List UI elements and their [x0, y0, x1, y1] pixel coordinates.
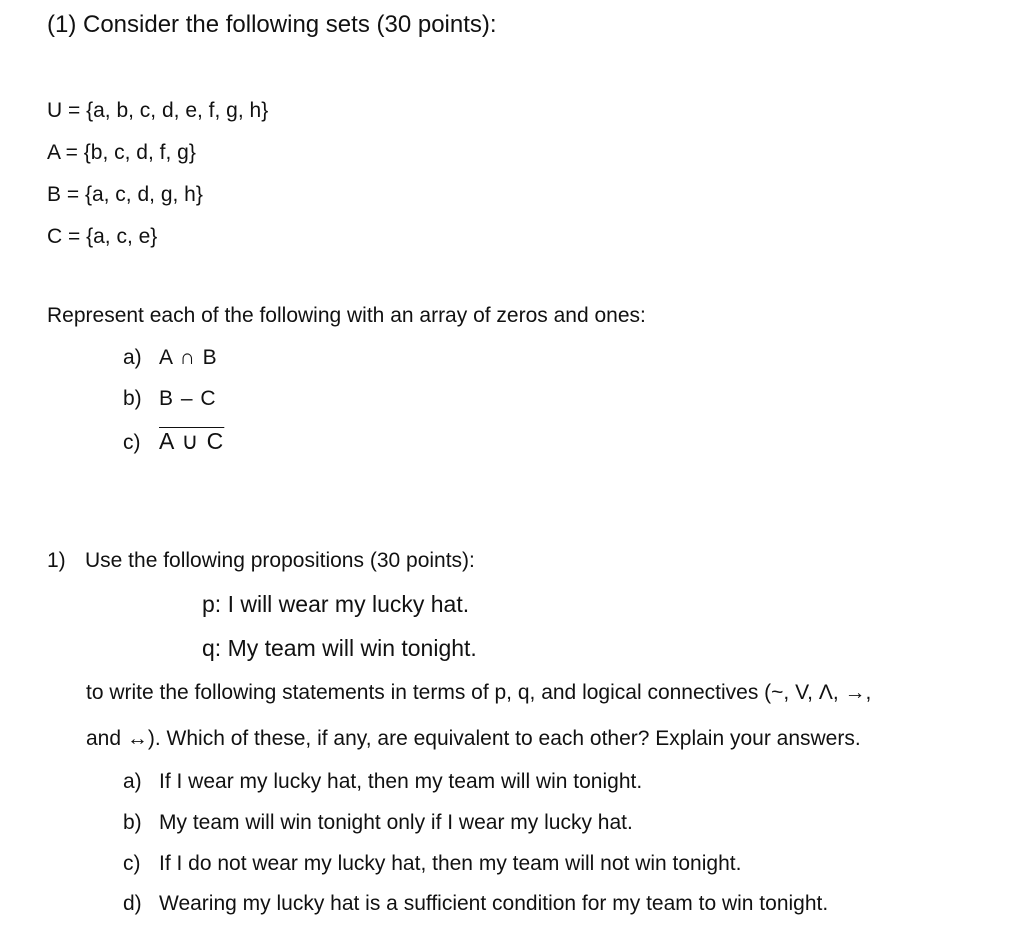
list-item: [123, 851, 741, 877]
section2-heading: [47, 548, 475, 574]
item-label: b): [123, 811, 142, 834]
section2-instruction-line1: to write the following statements in terms of p, q, and logical connectives (~, V, Λ, →,: [86, 681, 872, 704]
list-item: [123, 769, 642, 795]
section1-title: (1) Consider the following sets (30 points):: [47, 11, 497, 38]
section2-title: Use the following propositions (30 points):: [85, 549, 475, 572]
proposition-p: p: I will wear my lucky hat.: [202, 591, 470, 617]
list-item: [123, 428, 224, 456]
list-item: [123, 386, 217, 412]
item-label: b): [123, 387, 142, 410]
proposition-q: q: My team will win tonight.: [202, 635, 477, 661]
complement-expression: A ∪ C: [159, 428, 225, 454]
section1-instruction: Represent each of the following with an array of zeros and ones:: [47, 304, 646, 327]
item-label: d): [123, 892, 142, 915]
set-expression: B – C: [159, 387, 217, 410]
item-label: a): [123, 346, 142, 369]
list-item: [123, 891, 828, 917]
section2-number: 1): [47, 549, 66, 572]
item-text: My team will win tonight only if I wear my lucky hat.: [159, 811, 633, 834]
item-label: c): [123, 431, 141, 454]
set-c: C = {a, c, e}: [47, 225, 158, 248]
item-label: a): [123, 770, 142, 793]
item-text: If I wear my lucky hat, then my team will win tonight.: [159, 770, 643, 793]
set-expression: A ∩ B: [159, 346, 218, 369]
set-b: B = {a, c, d, g, h}: [47, 183, 203, 206]
item-text: Wearing my lucky hat is a sufficient condition for my team to win tonight.: [159, 892, 829, 915]
item-label: c): [123, 852, 141, 875]
set-u: U = {a, b, c, d, e, f, g, h}: [47, 99, 269, 122]
item-text: If I do not wear my lucky hat, then my team will not win tonight.: [159, 852, 742, 875]
list-item: [123, 810, 633, 836]
section2-instruction-line2: and ↔). Which of these, if any, are equivalent to each other? Explain your answers.: [86, 727, 861, 750]
set-a: A = {b, c, d, f, g}: [47, 141, 196, 164]
list-item: [123, 345, 218, 371]
